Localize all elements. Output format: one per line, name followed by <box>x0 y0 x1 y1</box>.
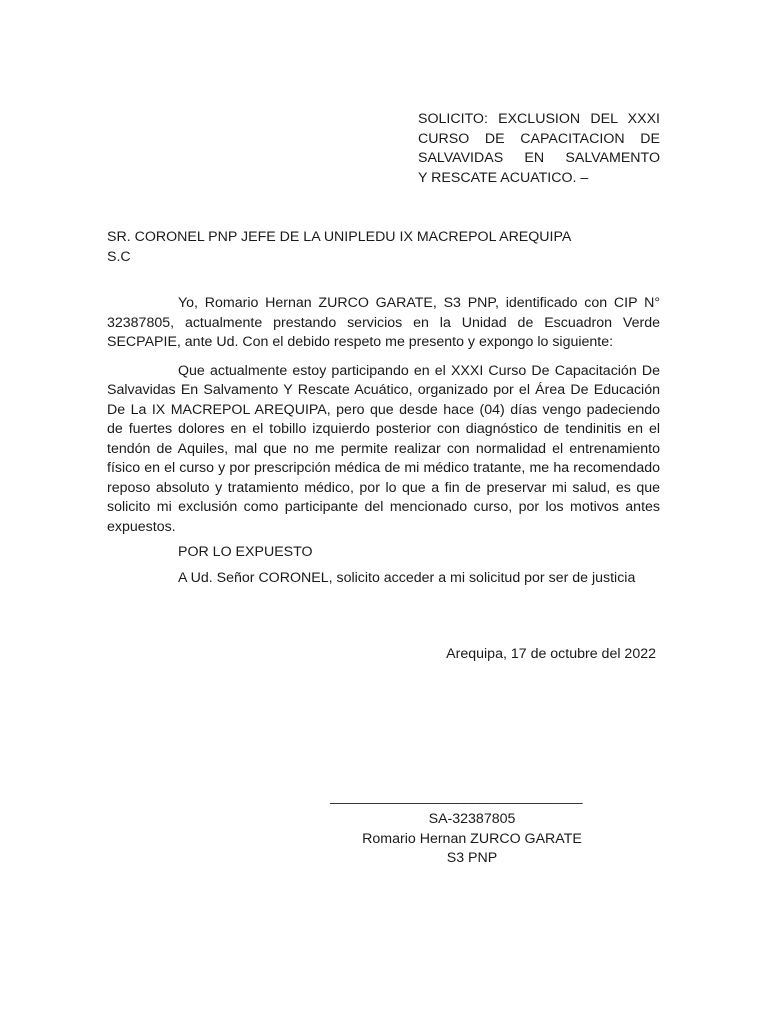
subject-block <box>418 110 660 188</box>
signature-name: Romario Hernan ZURCO GARATE <box>362 830 582 847</box>
subject-line-1: SOLICITO: EXCLUSION DEL XXXI <box>418 111 660 127</box>
signature-block <box>330 810 614 869</box>
intro-paragraph: Yo, Romario Hernan ZURCO GARATE, S3 PNP, identificado con CIP N° 32387805, actualmente prestando servicios en la Unidad de Escuadron Verde SECPAPIE, ante Ud. Con el debido respeto me presento y expongo lo siguiente: <box>107 295 660 350</box>
addressee-sc: S.C <box>107 248 131 265</box>
request-paragraph: A Ud. Señor CORONEL, solicito acceder a mi solicitud por ser de justicia <box>178 569 636 586</box>
addressee-block <box>107 228 667 267</box>
signature-rank: S3 PNP <box>446 850 498 866</box>
subject-line-2: CURSO DE CAPACITACION DE <box>418 130 660 147</box>
statement-paragraph: Que actualmente estoy participando en el XXXI Curso De Capacitación De Salvavidas En Salvamento Y Rescate Acuático, organizado por el Área De Educación De La IX MACREPOL AREQUIPA, pero que desde hace (04) días vengo padeciendo de fuertes dolores en el tobillo izquierdo posterior con diagnóstico de tendinitis en el tendón de Aquiles, mal que no me permite realizar con normalidad el entrenamiento físico en el curso y por prescripción médica de mi médico tratante, me ha recomendado reposo absoluto y tratamiento médico, por lo que a fin de preservar mi salud, es que solicito mi exclusión como participante del mencionado curso, por los motivos antes expuestos. <box>107 362 660 535</box>
signature-id: SA-32387805 <box>428 811 516 827</box>
signature-line: ________________________________ <box>330 789 583 805</box>
date-line: Arequipa, 17 de octubre del 2022 <box>446 646 656 662</box>
subject-line-4: Y RESCATE ACUATICO. – <box>418 169 589 186</box>
conclusion-heading: POR LO EXPUESTO <box>178 544 313 560</box>
subject-line-3: SALVAVIDAS EN SALVAMENTO <box>418 150 660 166</box>
addressee-line: SR. CORONEL PNP JEFE DE LA UNIPLEDU IX MACREPOL AREQUIPA <box>107 229 572 245</box>
letter-body <box>107 294 660 594</box>
